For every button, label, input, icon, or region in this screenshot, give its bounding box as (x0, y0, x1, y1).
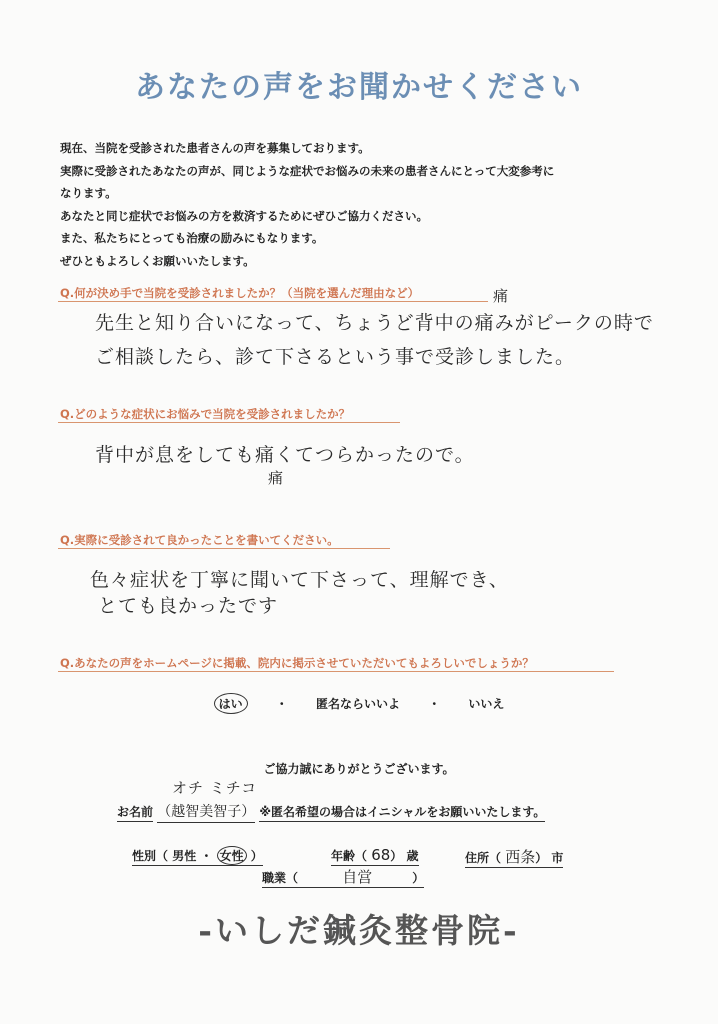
question-4-label: Q.あなたの声をホームページに掲載、院内に掲示させていただいてもよろしいでしょうか？ (60, 656, 534, 670)
answer-3-line-2: とても良かったです (98, 595, 279, 617)
age-row: 年齢（ 68） 歳 (331, 846, 419, 864)
intro-line: また、私たちにとっても治療の励みにもなります。 (60, 231, 324, 245)
separator: ・ (275, 697, 288, 711)
answer-2-correction: 痛 (268, 469, 285, 487)
intro-line: あなたと同じ症状でお悩みの方を救済するためにぜひご協力ください。 (60, 208, 428, 223)
name-reading: オチ ミチコ (172, 779, 258, 797)
age-unit: 歳 (406, 849, 419, 863)
choice-yes[interactable]: はい (214, 693, 248, 714)
age-value: 68 (371, 846, 391, 864)
separator: ・ (428, 697, 441, 711)
intro-line: 実際に受診されたあなたの声が、同じような症状でお悩みの未来の患者さんにとって大変参考に (60, 163, 555, 178)
thanks-message: ご協力誠にありがとうございます。 (263, 762, 455, 776)
intro-line: ぜひともよろしくお願いいたします。 (60, 253, 255, 268)
question-2-underline (58, 422, 400, 423)
name-value: 越智美智子 (171, 804, 242, 820)
gender-label: 性別 (132, 849, 157, 863)
job-value: 自営 (342, 868, 373, 886)
address-row: 住所（ 西条） 市 (465, 848, 564, 866)
name-row: お名前 （越智美智子） ※匿名希望の場合はイニシャルをお願いいたします。 (117, 801, 545, 821)
job-row: 職業（ 自営 ） (262, 868, 425, 886)
gender-female[interactable]: 女性 (217, 846, 247, 865)
question-1-label: Q.何が決め手で当院を受診されましたか？（当院を選んだ理由など） (60, 286, 420, 300)
address-label: 住所 (465, 851, 490, 865)
gender-male[interactable]: 男性 (172, 849, 197, 863)
answer-1-line-1: 先生と知り合いになって、ちょうど背中の痛みがピークの時で (95, 312, 654, 334)
intro-text (60, 137, 700, 272)
answer-2-line-1: 背中が息をしても痛くてつらかったので。 (95, 444, 475, 466)
question-4-underline (58, 671, 614, 672)
name-label: お名前 (117, 805, 153, 822)
choice-no[interactable]: いいえ (468, 697, 505, 711)
intro-line: 現在、当院を受診された患者さんの声を募集しております。 (60, 141, 370, 155)
question-3-underline (58, 548, 390, 549)
question-2-label: Q.どのような症状にお悩みで当院を受診されましたか？ (60, 407, 351, 421)
choice-anonymous[interactable]: 匿名ならいいよ (315, 697, 400, 711)
question-1-underline (58, 301, 488, 302)
intro-line: なります。 (60, 186, 117, 200)
age-label: 年齢 (331, 849, 356, 863)
page-title: あなたの声をお聞かせください (135, 70, 583, 105)
address-value: 西条 (505, 848, 536, 866)
gender-row: 性別（ 男性 ・ 女性 ） (132, 846, 263, 865)
job-label: 職業 (262, 871, 287, 885)
answer-1-line-2: ご相談したら、診て下さるという事で受診しました。 (95, 346, 576, 368)
question-3-label: Q.実際に受診されて良かったことを書いてください。 (60, 533, 339, 547)
clinic-name: -いしだ鍼灸整骨院- (198, 911, 520, 950)
answer-3-line-1: 色々症状を丁寧に聞いて下さって、理解でき、 (90, 569, 509, 591)
address-unit: 市 (551, 851, 564, 865)
consent-choices (0, 693, 718, 714)
answer-1-correction: 痛 (493, 287, 510, 305)
name-note: ※匿名希望の場合はイニシャルをお願いいたします。 (259, 805, 545, 822)
